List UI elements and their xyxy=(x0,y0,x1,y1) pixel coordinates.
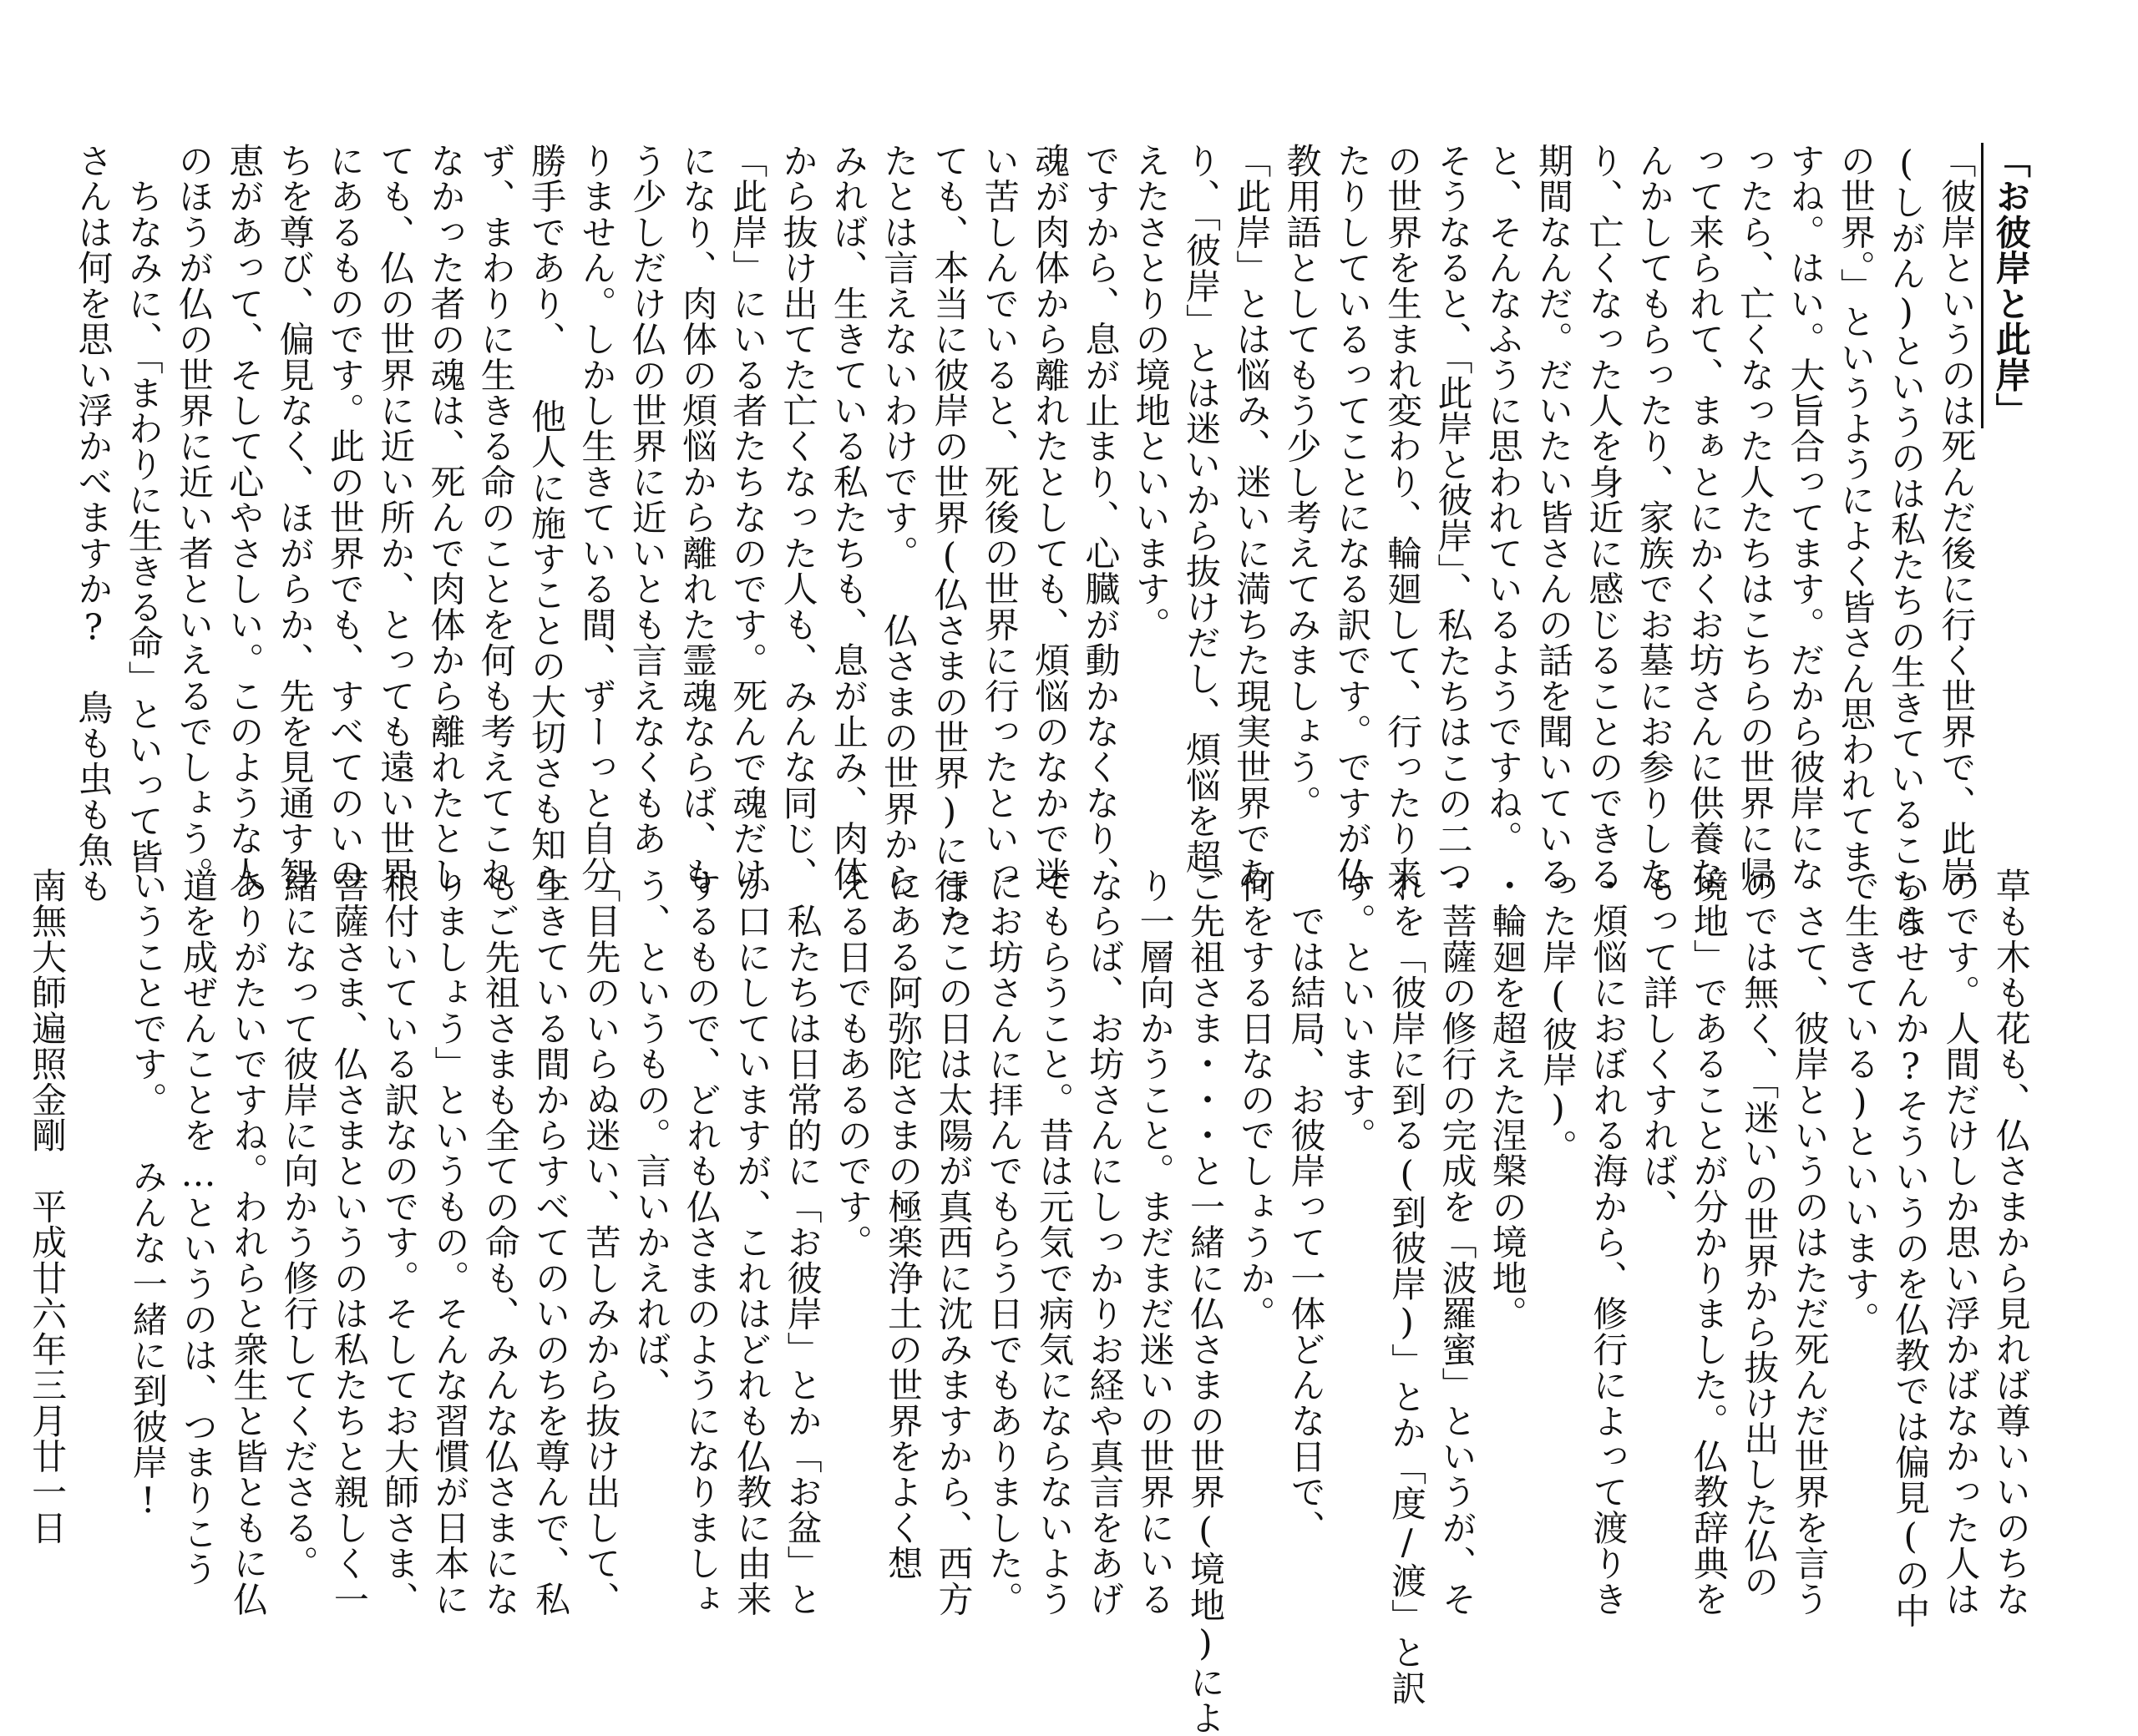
bottom-text-block xyxy=(27,785,2086,1736)
body-line: う、というもの。言いかえれば、 xyxy=(631,868,672,1404)
body-line: 緒になって彼岸に向かう修行してくださる。 xyxy=(278,868,320,1582)
body-line: 魂が肉体から離れたとしても、煩悩のなかで迷 xyxy=(1030,143,1072,893)
body-line: って来られて、まぁとにかくお坊さんに供養な xyxy=(1684,143,1725,893)
body-line: ちを尊び、偏見なく、ほがらか、先を見通す智 xyxy=(274,143,316,893)
body-line: う少しだけ仏の世界に近いとも言えなくもあ xyxy=(626,143,668,857)
body-line: 恵があって、そして心やさしい。このような人 xyxy=(224,143,266,893)
body-line: 何をする日なのでしょうか。 xyxy=(1235,868,1277,1332)
body-line: ありがたいですね。われらと衆生と皆ともに仏 xyxy=(228,868,270,1617)
body-line: 「此岸」とは悩み、迷いに満ちた現実世界であ xyxy=(1231,143,1273,893)
body-line: たりしているってことになる訳です。ですが仏 xyxy=(1331,143,1373,893)
body-line: ・菩薩の修行の完成を「波羅蜜」というが、そ xyxy=(1436,868,1478,1617)
document-title: 「お彼岸と此岸」 xyxy=(1981,143,2035,428)
body-line: ず、まわりに生きる命のことを何も考えてこれ xyxy=(475,143,517,893)
body-line: か口にしていますが、これはどれも仏教に由来 xyxy=(732,868,773,1617)
body-line: ても、仏の世界に近い所か、とっても遠い世界 xyxy=(375,143,417,893)
body-line: ・輪廻を超えた涅槃の境地。 xyxy=(1487,868,1528,1332)
body-line: のでは無く、「迷いの世界から抜け出した仏の xyxy=(1739,868,1781,1600)
body-line: もご先祖さまも全ての命も、みんな仏さまにな xyxy=(479,868,521,1617)
body-line: そうなると、「此岸と彼岸」、私たちはこの二つ xyxy=(1432,143,1474,893)
body-line: 「彼岸というのは死んだ後に行く世界で、此岸 xyxy=(1936,143,1978,893)
body-line: ったら、亡くなった人たちはこちらの世界に帰 xyxy=(1735,143,1776,893)
body-line: れを「彼岸に到る(到彼岸)」とか「度/渡」と訳 xyxy=(1386,868,1428,1707)
body-line: ならば、お坊さんにしっかりお経や真言をあげ xyxy=(1084,868,1126,1617)
body-line: にある阿弥陀さまの極楽浄土の世界をよく想 xyxy=(883,868,925,1582)
body-line: えたさとりの境地といいます。 xyxy=(1130,143,1172,643)
body-line: 境地」であることが分かりました。仏教辞典を xyxy=(1688,868,1730,1617)
body-line: り、亡くなった人を身近に感じることのできる xyxy=(1583,143,1625,893)
body-line: ちなみに、「まわりに生きる命」といって皆 xyxy=(123,143,165,875)
top-text-block xyxy=(73,60,2086,940)
body-line: またこの日は太陽が真西に沈みますから、西方 xyxy=(933,868,975,1617)
body-line: える日でもあるのです。 xyxy=(832,868,874,1261)
body-line: さんは何を思い浮かべますか? 鳥も虫も魚も xyxy=(73,143,114,904)
body-line: みれば、生きている私たちも、息が止み、肉体 xyxy=(828,143,869,893)
body-line: てもらうこと。昔は元気で病気にならないよう xyxy=(1034,868,1076,1617)
body-line: 私たちは日常的に「お彼岸」とか「お盆」と xyxy=(782,868,823,1617)
body-line: 根付いている訳なのです。そしてお大師さま、 xyxy=(379,868,421,1617)
body-line: いうことです。 みんな一緒に到彼岸! xyxy=(127,868,169,1522)
body-line: さて、彼岸というのはただ死んだ世界を言う xyxy=(1789,868,1831,1617)
body-line: のほうが仏の世界に近い者といえるでしょう。 xyxy=(174,143,215,893)
body-line: す。といいます。 xyxy=(1335,868,1377,1154)
body-line: になり、肉体の煩悩から離れた霊魂ならば、も xyxy=(676,143,718,893)
body-line: んかしてもらったり、家族でお墓にお参りした xyxy=(1634,143,1675,893)
body-line: いませんか?そういうのを仏教では偏見(の中 xyxy=(1890,868,1932,1629)
body-line: と、そんなふうに思われているようですね。 xyxy=(1482,143,1524,857)
body-line: では結局、お彼岸って一体どんな日で、 xyxy=(1285,868,1327,1546)
body-line: から抜け出てた亡くなった人も、みんな同じ、 xyxy=(778,143,819,893)
body-line: い苦しんでいると、死後の世界に行ったといっ xyxy=(979,143,1021,893)
body-line: った岸(彼岸)。 xyxy=(1538,868,1579,1166)
body-line: のです。人間だけしか思い浮かばなかった人は xyxy=(1940,868,1982,1617)
body-line: 「此岸」にいる者たちなのです。死んで魂だけ xyxy=(727,143,769,893)
body-line: すね。はい。大旨合ってます。だから彼岸にな xyxy=(1785,143,1826,893)
body-line: ても、本当に彼岸の世界(仏さまの世界)に行っ xyxy=(929,143,970,940)
body-line: りません。しかし生きている間、ずーっと自分 xyxy=(576,143,618,893)
body-line: にあるものです。此の世界でも、すべてのいの xyxy=(324,143,366,893)
body-line: (しがん)というのは私たちの生きているこちら xyxy=(1886,143,1928,940)
body-line: たとは言えないわけです。 仏さまの世界から xyxy=(879,143,920,898)
body-line: 教用語としてもう少し考えてみましょう。 xyxy=(1281,143,1323,822)
body-line: の世界。」というようによく皆さん思われてま xyxy=(1835,143,1877,875)
body-line: ご先祖さま・・・と一緒に仏さまの世界(境地)によ xyxy=(1184,868,1226,1736)
body-line: もって詳しくすれば、 xyxy=(1638,868,1679,1225)
body-line: 勝手であり、 他人に施すことの大切さも知ら xyxy=(526,143,568,898)
body-line: り一層向かうこと。まだまだ迷いの世界にいる xyxy=(1134,868,1176,1617)
body-line: するもので、どれも仏さまのようになりましょ xyxy=(681,868,722,1617)
body-line: 草も木も花も、仏さまから見れば尊いいのちな xyxy=(1990,868,2032,1617)
body-line: ・煩悩におぼれる海から、修行によって渡りき xyxy=(1588,868,1629,1617)
body-line: 菩薩さま、仏さまというのは私たちと親しく一 xyxy=(328,868,370,1617)
body-line: 道を成ぜんことを…というのは、つまりこう xyxy=(178,868,220,1587)
closing-line: 南無大師遍照金剛 平成廿六年三月廿一日 xyxy=(27,868,68,1546)
body-line: ですから、息が止まり、心臓が動かなくなり、 xyxy=(1080,143,1122,893)
body-line: りましょう」というもの。そんな習慣が日本に xyxy=(429,868,471,1617)
body-line: なかった者の魂は、死んで肉体から離れたとし xyxy=(425,143,467,893)
body-line: にお坊さんに拝んでもらう日でもありました。 xyxy=(983,868,1025,1617)
body-line: 「目先のいらぬ迷い、苦しみから抜け出して、 xyxy=(580,868,622,1617)
body-line: 生きている間からすべてのいのちを尊んで、私 xyxy=(530,868,572,1617)
body-line: り、「彼岸」とは迷いから抜けだし、煩悩を超 xyxy=(1180,143,1222,875)
body-line: で生きている)といいます。 xyxy=(1839,868,1881,1338)
body-line: 期間なんだ。だいたい皆さんの話を聞いている xyxy=(1533,143,1575,893)
body-line: の世界を生まれ変わり、輪廻して、行ったり来 xyxy=(1382,143,1424,893)
